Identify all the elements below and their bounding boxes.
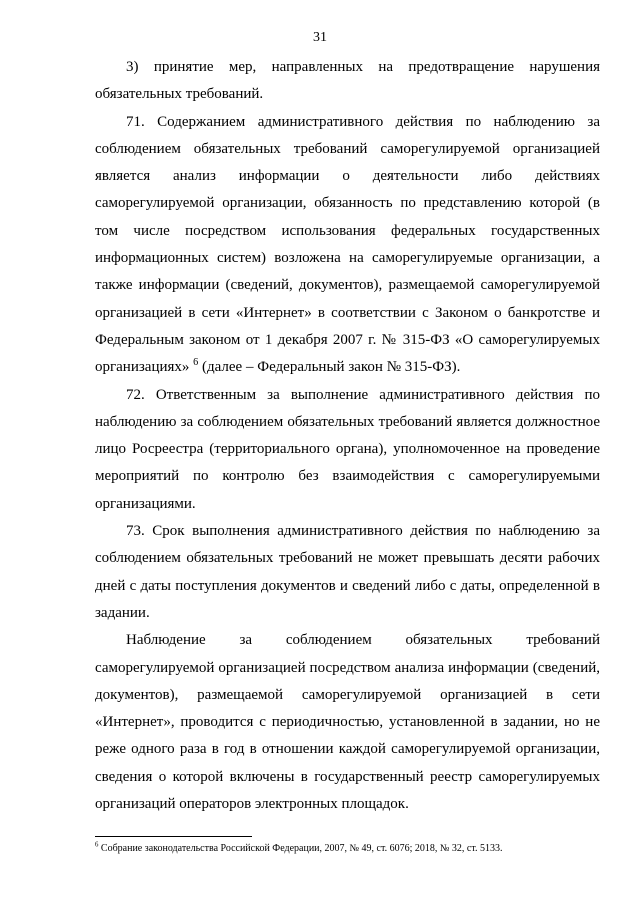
footnote-separator: [95, 836, 252, 837]
paragraph-observation: Наблюдение за соблюдением обязательных требований саморегулируемой организацией посредством анализа информации (сведений, документов), размещаемой саморегулируемой организацией в сети «Интернет», проводится с периодичностью, установленной в задании, но не реже одного раза в год в отношении каждой саморегулируемой организации, сведения о которой включены в государственный реестр саморегулируемых организаций операторов электронных площадок.: [95, 632, 600, 813]
footnote-marker: 6: [95, 841, 99, 849]
paragraph-71: [95, 109, 600, 382]
paragraph-71-tail: (далее – Федеральный закон № 315-ФЗ).: [198, 359, 461, 376]
footnote: [95, 842, 600, 855]
paragraph-72: 72. Ответственным за выполнение административного действия по наблюдению за соблюдением обязательных требований является должностное лицо Росреестра (территориального органа), уполномоченное на проведение мероприятий по контролю без взаимодействия с саморегулируемыми организациями.: [95, 386, 600, 512]
paragraph-71-text: 71. Содержанием административного действия по наблюдению за соблюдением обязательных требований саморегулируемой организацией является анализ информации о деятельности либо действиях саморегулируемой организации, обязанность по представлению которой (в том числе посредством использования федеральных государственных информационных систем) возложена на саморегулируемые организации, а также информации (сведений, документов), размещаемой саморегулируемой организацией в сети «Интернет» в соответствии с Законом о банкротстве и Федеральным законом от 1 декабря 2007 г. № 315-ФЗ «О саморегулируемых организациях»: [95, 113, 600, 376]
document-body: [95, 54, 600, 818]
footnote-text: Собрание законодательства Российской Федерации, 2007, № 49, ст. 6076; 2018, № 32, ст. 5133.: [98, 843, 503, 854]
page-number: 31: [313, 30, 327, 45]
footnote-reference: 6: [193, 357, 199, 369]
paragraph-73: 73. Срок выполнения административного действия по наблюдению за соблюдением обязательных требований не может превышать десяти рабочих дней с даты поступления документов и сведений либо с даты, определенной в задании.: [95, 523, 600, 621]
paragraph-item-3: 3) принятие мер, направленных на предотвращение нарушения обязательных требований.: [95, 59, 600, 103]
